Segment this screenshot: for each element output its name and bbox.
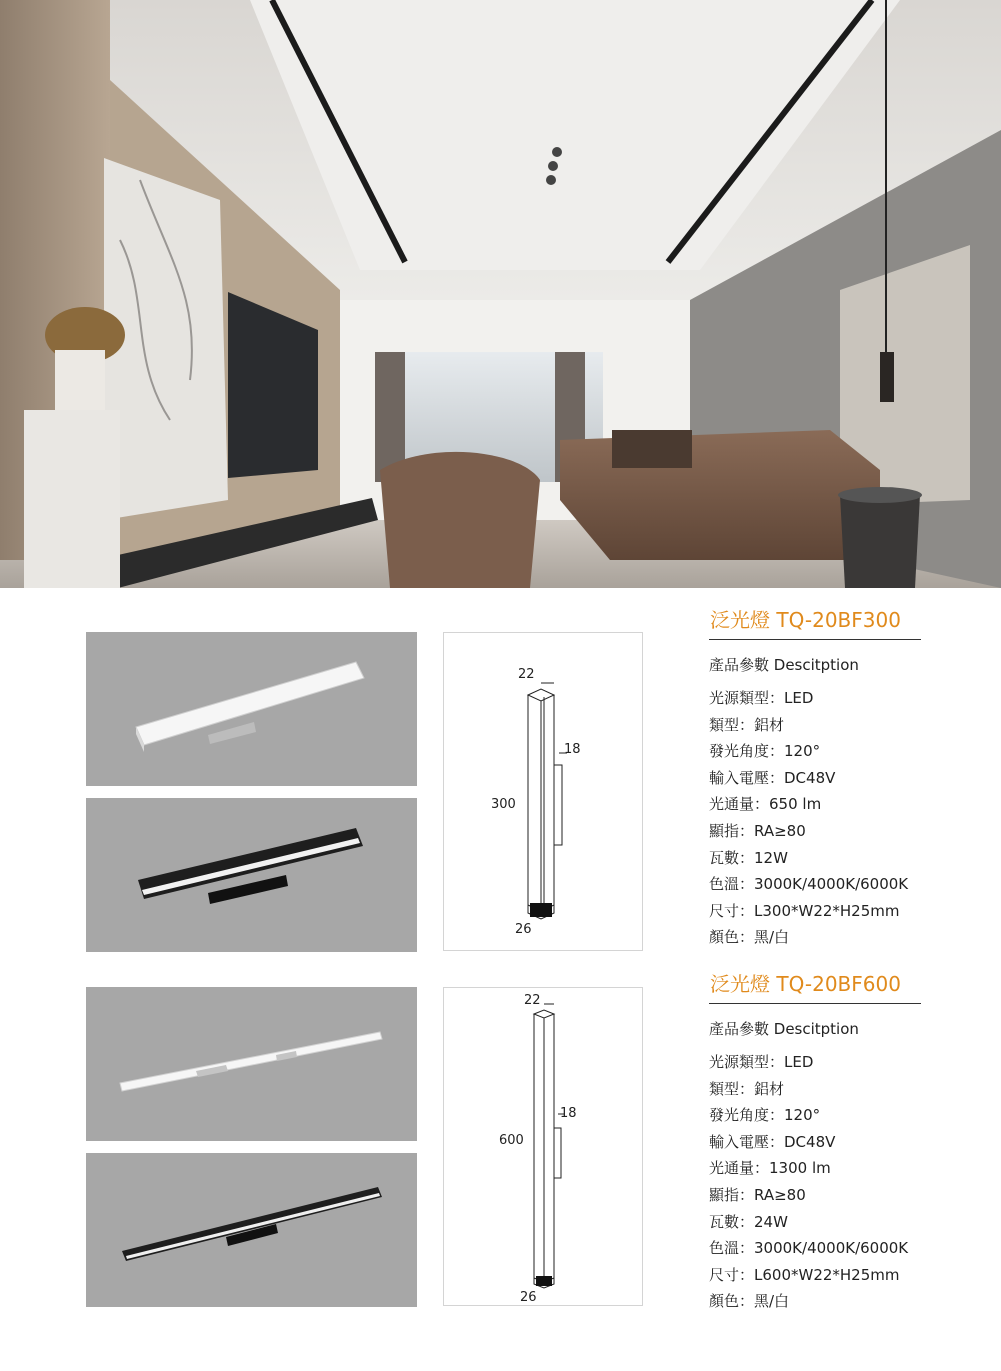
product-2-specs <box>709 968 921 1315</box>
spec-color-temperature: 色溫：3000K/4000K/6000K <box>709 1239 909 1258</box>
spec-luminous-flux: 光通量：650 lm <box>709 795 822 814</box>
product-1-black-photo <box>86 798 417 952</box>
spec-material: 類型：鋁材 <box>709 1079 785 1098</box>
spec-beam-angle: 發光角度：120° <box>709 1106 821 1125</box>
product-2-black-photo <box>86 1153 417 1307</box>
white-linear-light-icon <box>86 632 417 786</box>
spec-color: 顏色：黑/白 <box>709 928 790 947</box>
spec-input-voltage: 輸入電壓：DC48V <box>709 1132 836 1151</box>
living-room-interior-photo <box>0 0 1001 588</box>
product-1-specs <box>709 604 921 951</box>
product-2-white-photo <box>86 987 417 1141</box>
spec-wattage: 瓦數：24W <box>709 1212 788 1231</box>
spec-cri: 顯指：RA≥80 <box>709 1185 806 1204</box>
dimension-bottom: 26 <box>520 1290 537 1305</box>
spec-material: 類型：鋁材 <box>709 715 785 734</box>
dimension-side: 18 <box>560 1106 577 1121</box>
spec-size: 尺寸：L600*W22*H25mm <box>709 1265 900 1284</box>
spec-beam-angle: 發光角度：120° <box>709 742 821 761</box>
product-1-subtitle: 產品參數 Descitption <box>709 656 859 674</box>
dimension-top: 22 <box>524 993 541 1008</box>
white-linear-light-icon <box>86 987 417 1141</box>
dimension-top: 22 <box>518 667 535 682</box>
product-1-white-photo <box>86 632 417 786</box>
spec-color: 顏色：黑/白 <box>709 1292 790 1311</box>
spec-size: 尺寸：L300*W22*H25mm <box>709 901 900 920</box>
dimension-diagram-icon <box>444 633 642 950</box>
spec-wattage: 瓦數：12W <box>709 848 788 867</box>
spec-light-source: 光源類型：LED <box>709 689 814 707</box>
dimension-length: 600 <box>499 1133 524 1148</box>
spec-light-source: 光源類型：LED <box>709 1053 814 1071</box>
black-linear-light-icon <box>86 798 417 952</box>
dimension-side: 18 <box>564 742 581 757</box>
product-2-dimension-drawing <box>443 987 643 1306</box>
dimension-bottom: 26 <box>515 922 532 937</box>
hero-interior-image <box>0 0 1001 588</box>
spec-luminous-flux: 光通量：1300 lm <box>709 1159 831 1178</box>
black-linear-light-icon <box>86 1153 417 1307</box>
product-2-title: 泛光燈 TQ-20BF600 <box>709 968 921 1004</box>
dimension-diagram-icon <box>444 988 642 1305</box>
spec-color-temperature: 色溫：3000K/4000K/6000K <box>709 875 909 894</box>
product-2-spec-list <box>709 1049 921 1315</box>
product-1-title: 泛光燈 TQ-20BF300 <box>709 604 921 640</box>
spec-input-voltage: 輸入電壓：DC48V <box>709 768 836 787</box>
dimension-length: 300 <box>491 797 516 812</box>
product-1-spec-list <box>709 685 921 951</box>
spec-cri: 顯指：RA≥80 <box>709 821 806 840</box>
product-1-dimension-drawing <box>443 632 643 951</box>
product-2-subtitle: 產品參數 Descitption <box>709 1020 859 1038</box>
